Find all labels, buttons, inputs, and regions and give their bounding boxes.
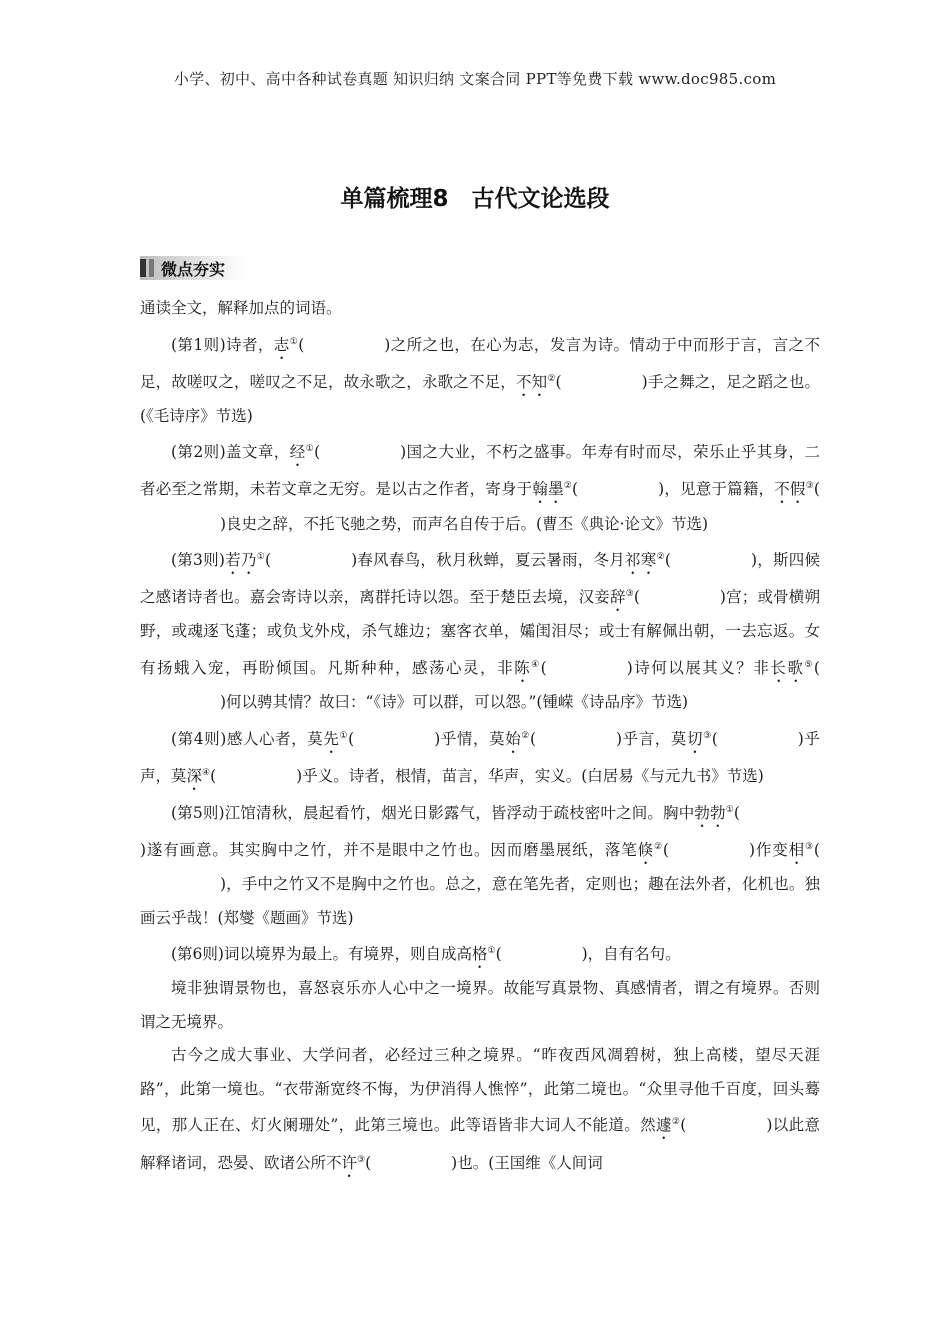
dotted-term: 遽 [655, 1116, 672, 1135]
passage-text: )也。(王国维《人间词 [451, 1153, 603, 1172]
passage-text: ( [680, 1116, 687, 1135]
term-number: ④ [531, 659, 541, 670]
dotted-term: 始 [505, 729, 522, 748]
term-number: ① [305, 444, 315, 455]
term-number: ③ [804, 842, 814, 853]
term-number: ⑤ [804, 659, 814, 670]
passages [140, 326, 820, 1181]
passage-text: )，见意于篇籍， [658, 480, 775, 499]
passage-text: ( [813, 659, 820, 678]
term-number: ② [656, 552, 665, 563]
term-number: ② [547, 373, 556, 384]
passage-text: )之所之也，在心为志，发言为诗。情动于中而形于言，言之不足，故嗟叹之，嗟叹之不足，故永歌之，永歌之不足， [140, 335, 820, 391]
passage-text: ( [314, 443, 321, 462]
passage-text: )，手中之竹又不是胸中之竹也。总之，意在笔先者，定则也；趣在法外者，化机也。独画云乎哉！(郑燮《题画》节选) [140, 875, 820, 927]
passage-text: )乎声，莫 [140, 729, 820, 785]
passage-text: )乎言，莫 [616, 729, 687, 748]
passage-text: 境非独谓景物也，喜怒哀乐亦人心中之一境界。故能写真景物、真感情者，谓之有境界。否则谓之无境界。 [140, 979, 820, 1031]
passage-paragraph [140, 794, 820, 935]
term-number: ② [521, 730, 530, 741]
passage-text: ( [813, 480, 820, 499]
dotted-term: 辞 [609, 588, 626, 607]
passage-text: )乎义。诗者，根情，苗言，华声，实义。(白居易《与元九书》节选) [296, 766, 764, 785]
section-label: 微点夯实 [161, 259, 226, 279]
dotted-term: 陈 [514, 659, 532, 678]
passage-text: )何以骋其情？故曰：“《诗》可以群，可以怨。”(锺嵘《诗品序》节选) [220, 693, 688, 712]
dotted-term: 深 [186, 766, 203, 785]
term-number: ② [671, 1117, 681, 1128]
passage-text: )以此意解释诸词，恐晏、欧诸公所不 [140, 1116, 820, 1172]
document-body [140, 292, 820, 1181]
passage-text: ( [813, 841, 820, 860]
passage-paragraph [140, 433, 820, 541]
passage-text: ( [365, 1153, 372, 1172]
dotted-term: 经 [289, 443, 306, 462]
dotted-term: 勃勃 [694, 804, 726, 823]
dotted-term: 若乃 [224, 551, 257, 570]
passage-text: )乎情，莫 [434, 729, 506, 748]
passage-text: (第1则)诗者， [171, 335, 274, 354]
passage-paragraph [140, 972, 820, 1039]
instruction-text: 通读全文，解释加点的词语。 [140, 299, 342, 317]
passage-text: ( [348, 729, 355, 748]
passage-text: )，斯四候之感诸诗者也。嘉会寄诗以亲，离群托诗以怨。至于楚臣去境，汉妾 [140, 551, 820, 607]
term-number: ① [487, 946, 496, 957]
page-title: 单篇梳理8 古代文论选段 [340, 186, 610, 212]
passage-text: (第3则) [171, 551, 225, 570]
passage-paragraph [140, 935, 820, 972]
passage-text: )作变 [748, 841, 789, 860]
term-number: ③ [625, 589, 634, 600]
passage-text: ( [298, 335, 305, 354]
section-heading [140, 256, 246, 280]
passage-text: )春风春鸟，秋月秋蝉，夏云暑雨，冬月 [351, 551, 626, 570]
passage-text: )诗何以展其义？非 [626, 659, 771, 678]
passage-text: )宫；或骨横朔野，或魂逐飞蓬；或负戈外戍，杀气雄边；塞客衣单，孀闺泪尽；或士有解佩出朝，一去忘返。女有扬蛾入宠，再盼倾国。凡斯种种，感荡心灵，非 [140, 588, 820, 678]
term-number: ① [289, 336, 299, 347]
passage-text: ( [495, 945, 502, 964]
passage-text: (第5则)江馆清秋，晨起看竹，烟光日影露气，皆浮动于疏枝密叶之间。胸中 [171, 804, 695, 823]
passage-text: ( [572, 480, 579, 499]
term-number: ③ [703, 730, 712, 741]
passage-text: (第6则)词以境界为最上。有境界，则自成高 [171, 945, 472, 964]
passage-text: ( [210, 766, 217, 785]
passage-text: (第2则)盖文章， [171, 443, 290, 462]
passage-paragraph [140, 720, 820, 794]
passage-text: 古今之成大事业、大学问者，必经过三种之境界。“昨夜西风凋碧树，独上高楼，望尽天涯路”，此第一境也。“衣带渐宽终不悔，为伊消得人憔悴”，此第二境也。“众里寻他千百度，回头蓦见，那人正在、灯火阑珊处”，此第三境也。此等语皆非大词人不能道。然 [140, 1046, 820, 1135]
passage-text: )国之大业，不朽之盛事。年寿有时而尽，荣乐止乎其身，二者必至之常期，未若文章之无穷。是以古之作者，寄身于 [140, 443, 820, 499]
passage-text: ( [555, 372, 562, 391]
dotted-term: 长歌 [770, 659, 805, 678]
passage-text: ( [265, 551, 272, 570]
passage-text: ( [664, 551, 671, 570]
page-header: 小学、初中、高中各种试卷真题 知识归纳 文案合同 PPT等免费下载 www.doc985.com [173, 70, 777, 88]
term-number: ① [339, 730, 349, 741]
term-number: ① [725, 804, 734, 815]
passage-text: ( [529, 729, 536, 748]
passage-text: )，自有名句。 [581, 945, 681, 964]
term-number: ② [563, 481, 573, 492]
dotted-term: 格 [471, 945, 488, 964]
passage-text: ( [711, 729, 718, 748]
dotted-term: 切 [686, 729, 704, 748]
dotted-term: 志 [273, 335, 290, 354]
term-number: ④ [202, 767, 211, 778]
dotted-term: 祁寒 [625, 551, 657, 570]
term-number: ① [256, 552, 266, 563]
passage-text: (第4则)感人心者，莫 [171, 729, 324, 748]
dotted-term: 不假 [774, 480, 806, 499]
passage-text: )手之舞之，足之蹈之也。(《毛诗序》节选) [140, 372, 820, 425]
dotted-term: 倏 [637, 841, 654, 860]
section-marker-icon [140, 259, 146, 277]
passage-text: ( [733, 804, 740, 823]
dotted-term: 先 [323, 729, 340, 748]
dotted-term: 相 [788, 841, 805, 860]
section-marker-icon-secondary [149, 259, 154, 277]
passage-paragraph [140, 1039, 820, 1180]
passage-text: ( [662, 841, 669, 860]
term-number: ② [653, 842, 663, 853]
term-number: ③ [357, 1154, 366, 1165]
passage-text: )遂有画意。其实胸中之竹，并不是眼中之竹也。因而磨墨展纸，落笔 [140, 841, 638, 860]
passage-text: )良史之辞，不托飞驰之势，而声名自传于后。(曹丕《典论·论文》节选) [220, 514, 709, 533]
passage-text: ( [633, 588, 640, 607]
passage-paragraph [140, 326, 820, 434]
dotted-term: 不知 [515, 372, 548, 391]
term-number: ③ [805, 481, 814, 492]
passage-text: ( [540, 659, 547, 678]
passage-paragraph [140, 541, 820, 719]
dotted-term: 翰墨 [532, 480, 564, 499]
dotted-term: 许 [341, 1153, 358, 1172]
